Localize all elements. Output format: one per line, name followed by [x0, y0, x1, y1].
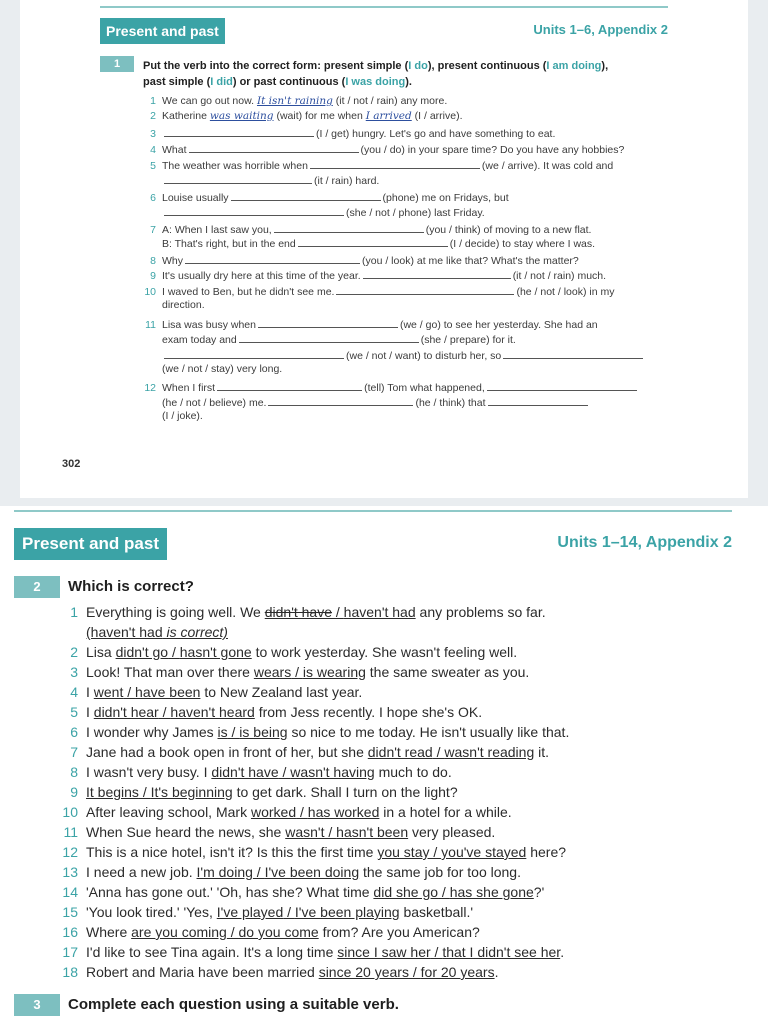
- exercise-1-line: [140, 205, 485, 219]
- choice-options[interactable]: I'm doing / I've been doing: [196, 864, 360, 880]
- item-number: 10: [144, 286, 156, 298]
- item-number: 6: [70, 724, 78, 740]
- item-text: (I / joke).: [162, 410, 203, 422]
- item-text: from Jess recently. I hope she's OK.: [254, 704, 483, 720]
- choice-option-1[interactable]: wears: [253, 664, 292, 680]
- item-text: It's usually dry here at this time of the year.: [162, 270, 361, 282]
- item-prompt: (you / think) of moving to a new flat.: [425, 224, 592, 236]
- units-reference: Units 1–6, Appendix 2: [533, 22, 668, 37]
- choice-option-1[interactable]: did she go: [373, 884, 439, 900]
- top-rule: [14, 510, 732, 512]
- exercise-2-item: [60, 664, 529, 680]
- choice-option-2[interactable]: do you come: [238, 924, 319, 940]
- exercise-2-item: [60, 864, 521, 880]
- answer-blank[interactable]: [164, 173, 312, 184]
- exercise-1-line: [140, 317, 598, 331]
- item-number: 4: [150, 144, 156, 156]
- answer-blank[interactable]: [164, 348, 344, 359]
- choice-options[interactable]: wasn't / hasn't been: [285, 824, 409, 840]
- item-text: I need a new job.: [86, 864, 197, 880]
- item-prompt: (I / arrive).: [414, 110, 463, 122]
- item-text: the same sweater as you.: [365, 664, 530, 680]
- item-number: 9: [150, 270, 156, 282]
- item-text: I wonder why James: [86, 724, 218, 740]
- choice-options[interactable]: didn't have / wasn't having: [211, 764, 375, 780]
- item-text: Look! That man over there: [86, 664, 254, 680]
- choice-option-1[interactable]: didn't have: [211, 764, 279, 780]
- answer-blank[interactable]: [503, 348, 643, 359]
- choice-options[interactable]: I've played / I've been playing: [216, 904, 400, 920]
- answer-blank[interactable]: [488, 395, 588, 406]
- exercise-2-item: [60, 604, 546, 620]
- item-number: 5: [150, 160, 156, 172]
- choice-option-2[interactable]: have been: [135, 684, 201, 700]
- item-text: to get dark. Shall I turn on the light?: [232, 784, 458, 800]
- exercise-1-line: [140, 222, 591, 236]
- exercise-2-item: [60, 844, 566, 860]
- exercise-2-item: [60, 704, 482, 720]
- choice-options[interactable]: wears / is wearing: [253, 664, 366, 680]
- exercise-2-item: [60, 764, 452, 780]
- answer-blank[interactable]: [336, 284, 514, 295]
- item-number: 15: [62, 904, 78, 920]
- item-text: Robert and Maria have been married: [86, 964, 319, 980]
- choice-options[interactable]: you stay / you've stayed: [377, 844, 527, 860]
- item-number: 12: [62, 844, 78, 860]
- choice-options[interactable]: didn't hear / haven't heard: [93, 704, 255, 720]
- choice-options[interactable]: worked / has worked: [250, 804, 380, 820]
- answer-note: (haven't had is correct): [86, 624, 228, 640]
- choice-option-2[interactable]: is wearing: [302, 664, 366, 680]
- exercise-2-item: [60, 644, 517, 660]
- exercise-1-line: [140, 363, 282, 375]
- item-text: Why: [162, 255, 183, 267]
- choice-option-1[interactable]: didn't read: [367, 744, 433, 760]
- exercise-1-line: [140, 142, 624, 156]
- item-number: 4: [70, 684, 78, 700]
- item-prompt: (you / look) at me like that? What's the matter?: [362, 255, 579, 267]
- item-prompt: (tell) Tom what happened,: [364, 382, 485, 394]
- exercise-2-item: [60, 804, 512, 820]
- exercise-2-instruction: Which is correct?: [68, 578, 194, 595]
- exercise-1-line: [140, 299, 205, 311]
- item-text: direction.: [162, 299, 205, 311]
- choice-option-2[interactable]: It's beginning: [150, 784, 233, 800]
- item-prompt: (I / decide) to stay where I was.: [449, 238, 596, 250]
- choice-option-1[interactable]: is: [217, 724, 228, 740]
- item-number: 14: [62, 884, 78, 900]
- exercise-2-item: [60, 924, 480, 940]
- answer-blank[interactable]: [268, 395, 413, 406]
- exercise-1-line: [140, 126, 555, 140]
- choice-options[interactable]: since I saw her / that I didn't see her: [337, 944, 561, 960]
- choice-option-1[interactable]: didn't go: [115, 644, 169, 660]
- exercise-1-line: [140, 158, 613, 172]
- exercise-number-badge: 1: [100, 56, 134, 72]
- item-text: I wasn't very busy. I: [86, 764, 212, 780]
- answer-blank[interactable]: [310, 158, 480, 169]
- choice-option-1[interactable]: didn't have: [264, 604, 332, 620]
- choice-options[interactable]: It begins / It's beginning: [86, 784, 233, 800]
- item-text: This is a nice hotel, isn't it? Is this the first time: [86, 844, 378, 860]
- choice-option-2[interactable]: hasn't gone: [179, 644, 252, 660]
- item-number: 3: [70, 664, 78, 680]
- exercise-instruction: Put the verb into the correct form: present simple (I do), present continuous (I am doing), past simple (I did) or past continuous (I was doing).: [143, 60, 609, 88]
- exercise-2-badge: 2: [14, 576, 60, 598]
- answer-blank[interactable]: [189, 142, 359, 153]
- choice-option-2[interactable]: that I didn't see her: [442, 944, 561, 960]
- exercise-1-line: [140, 173, 379, 187]
- choice-options[interactable]: did she go / has she gone: [373, 884, 534, 900]
- item-number: 12: [144, 382, 156, 394]
- page-number: 302: [62, 458, 81, 470]
- section-title: Present and past: [100, 18, 225, 44]
- item-prompt: (I / get) hungry. Let's go and have something to eat.: [316, 128, 556, 140]
- choice-option-2[interactable]: haven't had: [343, 604, 416, 620]
- exercise-2-item: [60, 784, 458, 800]
- answer-blank[interactable]: [258, 317, 398, 328]
- item-text: to New Zealand last year.: [200, 684, 363, 700]
- choice-option-1[interactable]: worked: [250, 804, 297, 820]
- item-text: We can go out now.: [162, 95, 255, 107]
- item-number: 1: [150, 95, 156, 107]
- item-prompt: (phone) me on Fridays, but: [382, 192, 509, 204]
- item-text: any problems so far.: [415, 604, 546, 620]
- exercise-1-line: [140, 268, 606, 282]
- item-text: I'd like to see Tina again. It's a long time: [86, 944, 338, 960]
- choice-option-1[interactable]: It begins: [86, 784, 139, 800]
- choice-option-1[interactable]: are you coming: [131, 924, 227, 940]
- handwritten-answer: was waiting: [209, 110, 274, 122]
- answer-blank[interactable]: [164, 205, 344, 216]
- choice-option-1[interactable]: went: [93, 684, 124, 700]
- item-text: the same job for too long.: [359, 864, 521, 880]
- exercise-1-line: [140, 190, 509, 204]
- exercise-2-item: [60, 884, 544, 900]
- item-text: Louise usually: [162, 192, 229, 204]
- answer-blank[interactable]: [217, 380, 362, 391]
- answer-blank[interactable]: [363, 268, 511, 279]
- choice-options[interactable]: are you coming / do you come: [131, 924, 319, 940]
- item-number: 5: [70, 704, 78, 720]
- item-text: ?': [533, 884, 545, 900]
- choice-option-1[interactable]: wasn't: [285, 824, 325, 840]
- item-text: The weather was horrible when: [162, 160, 308, 172]
- item-number: 17: [62, 944, 78, 960]
- item-text: from? Are you American?: [318, 924, 480, 940]
- exercise-1-line: [140, 395, 590, 409]
- item-number: 8: [150, 255, 156, 267]
- choice-option-2[interactable]: has she gone: [449, 884, 534, 900]
- item-number: 6: [150, 192, 156, 204]
- choice-option-1[interactable]: didn't hear: [93, 704, 159, 720]
- item-prompt: (we / not / want) to disturb her, so: [346, 350, 502, 362]
- choice-options[interactable]: is / is being: [217, 724, 288, 740]
- item-number: 8: [70, 764, 78, 780]
- handwritten-answer: I arrived: [365, 110, 412, 122]
- exercise-1-line: [140, 95, 447, 107]
- item-number: 7: [70, 744, 78, 760]
- item-text: it.: [534, 744, 550, 760]
- item-prompt: (we / arrive). It was cold and: [481, 160, 614, 172]
- item-prompt: (you / do) in your spare time? Do you have any hobbies?: [360, 144, 625, 156]
- item-text: (we / not / stay) very long.: [162, 363, 283, 375]
- item-number: 18: [62, 964, 78, 980]
- item-text: I: [86, 704, 94, 720]
- item-number: 2: [150, 110, 156, 122]
- workbook-page-302: [20, 0, 748, 498]
- choice-option-2[interactable]: wasn't reading: [444, 744, 535, 760]
- item-prompt: (he / not / look) in my: [516, 286, 615, 298]
- item-prompt: (wait) for me when: [276, 110, 363, 122]
- choice-option-2[interactable]: haven't heard: [170, 704, 255, 720]
- item-text: 'You look tired.' 'Yes,: [86, 904, 217, 920]
- item-text: After leaving school, Mark: [86, 804, 251, 820]
- item-number: 10: [62, 804, 78, 820]
- answer-blank[interactable]: [298, 236, 448, 247]
- workbook-page-review: [0, 506, 768, 1024]
- answer-blank[interactable]: [274, 222, 424, 233]
- item-number: 9: [70, 784, 78, 800]
- item-prompt: (she / not / phone) last Friday.: [346, 207, 485, 219]
- item-text: Katherine: [162, 110, 207, 122]
- exercise-2-item: [60, 964, 498, 980]
- exercise-1-line: [140, 348, 645, 362]
- choice-option-1[interactable]: I'm doing: [196, 864, 253, 880]
- answer-blank[interactable]: [239, 332, 419, 343]
- exercise-2-item: [60, 684, 362, 700]
- choice-option-2[interactable]: is being: [239, 724, 288, 740]
- answer-blank[interactable]: [185, 253, 360, 264]
- item-text: very pleased.: [408, 824, 496, 840]
- item-text: Lisa was busy when: [162, 319, 256, 331]
- item-text: in a hotel for a while.: [379, 804, 512, 820]
- item-text: .: [560, 944, 565, 960]
- item-text: A: When I last saw you,: [162, 224, 272, 236]
- answer-blank[interactable]: [487, 380, 637, 391]
- item-prompt: (it / rain) hard.: [314, 175, 380, 187]
- choice-option-1[interactable]: I've played: [216, 904, 284, 920]
- exercise-1-line: [140, 332, 516, 346]
- exercise-2-item: [60, 744, 549, 760]
- item-text: to work yesterday. She wasn't feeling well.: [251, 644, 518, 660]
- item-number: 3: [150, 128, 156, 140]
- item-text: exam today and: [162, 334, 237, 346]
- exercise-2-item: [60, 944, 564, 960]
- choice-option-2[interactable]: I've been doing: [264, 864, 360, 880]
- exercise-1-line: [140, 410, 203, 422]
- exercise-1-line: [140, 380, 639, 394]
- choice-options[interactable]: went / have been: [93, 684, 201, 700]
- exercise-2-item: [60, 724, 569, 740]
- exercise-1-line: [140, 236, 595, 250]
- choice-options[interactable]: since 20 years / for 20 years: [318, 964, 495, 980]
- choice-option-2[interactable]: you've stayed: [441, 844, 527, 860]
- handwritten-answer: It isn't raining: [256, 95, 333, 107]
- item-number: 1: [70, 604, 78, 620]
- item-number: 11: [145, 319, 156, 331]
- item-text: What: [162, 144, 187, 156]
- item-text: here?: [526, 844, 567, 860]
- item-text: .: [494, 964, 499, 980]
- item-text: much to do.: [374, 764, 452, 780]
- item-text: Everything is going well. We: [86, 604, 265, 620]
- exercise-1-line: [140, 110, 463, 122]
- item-text: basketball.': [399, 904, 474, 920]
- item-text: (he / not / believe) me.: [162, 397, 267, 409]
- exercise-1-line: [140, 253, 579, 267]
- answer-blank[interactable]: [164, 126, 314, 137]
- item-text: When Sue heard the news, she: [86, 824, 286, 840]
- exercise-3-instruction: Complete each question using a suitable verb.: [68, 996, 399, 1013]
- item-text: 'Anna has gone out.' 'Oh, has she? What time: [86, 884, 374, 900]
- exercise-2-item: [60, 824, 495, 840]
- exercise-2-item: [60, 624, 228, 640]
- item-prompt: (it / not / rain) much.: [512, 270, 607, 282]
- top-rule: [100, 6, 668, 8]
- exercise-1-line: [140, 284, 615, 298]
- exercise-3-badge: 3: [14, 994, 60, 1016]
- item-text: Where: [86, 924, 132, 940]
- answer-blank[interactable]: [231, 190, 381, 201]
- choice-options[interactable]: didn't read / wasn't reading: [367, 744, 535, 760]
- item-prompt: (he / think) that: [415, 397, 486, 409]
- choice-option-2[interactable]: has worked: [307, 804, 380, 820]
- item-prompt: (she / prepare) for it.: [420, 334, 516, 346]
- item-text: Jane had a book open in front of her, but she: [86, 744, 368, 760]
- choice-option-1[interactable]: since I saw her: [337, 944, 431, 960]
- item-text: B: That's right, but in the end: [162, 238, 296, 250]
- choice-option-2[interactable]: for 20 years: [420, 964, 495, 980]
- item-text: Lisa: [86, 644, 116, 660]
- item-number: 2: [70, 644, 78, 660]
- item-text: I waved to Ben, but he didn't see me.: [162, 286, 335, 298]
- item-text: so nice to me today. He isn't usually like that.: [287, 724, 570, 740]
- item-number: 16: [62, 924, 78, 940]
- choice-options[interactable]: didn't have / haven't had: [264, 604, 416, 620]
- item-prompt: (it / not / rain) any more.: [335, 95, 448, 107]
- choice-option-2[interactable]: wasn't having: [290, 764, 375, 780]
- exercise-2-item: [60, 904, 473, 920]
- section-title: Present and past: [14, 528, 167, 560]
- choice-option-2[interactable]: I've been playing: [294, 904, 400, 920]
- choice-option-1[interactable]: you stay: [377, 844, 430, 860]
- choice-option-2[interactable]: hasn't been: [336, 824, 409, 840]
- item-number: 11: [63, 824, 78, 840]
- item-number: 13: [62, 864, 78, 880]
- units-reference: Units 1–14, Appendix 2: [557, 534, 732, 551]
- item-text: I: [86, 684, 94, 700]
- choice-options[interactable]: didn't go / hasn't gone: [115, 644, 252, 660]
- item-text: When I first: [162, 382, 216, 394]
- item-prompt: (we / go) to see her yesterday. She had an: [399, 319, 598, 331]
- choice-option-1[interactable]: since 20 years: [318, 964, 409, 980]
- item-number: 7: [150, 224, 156, 236]
